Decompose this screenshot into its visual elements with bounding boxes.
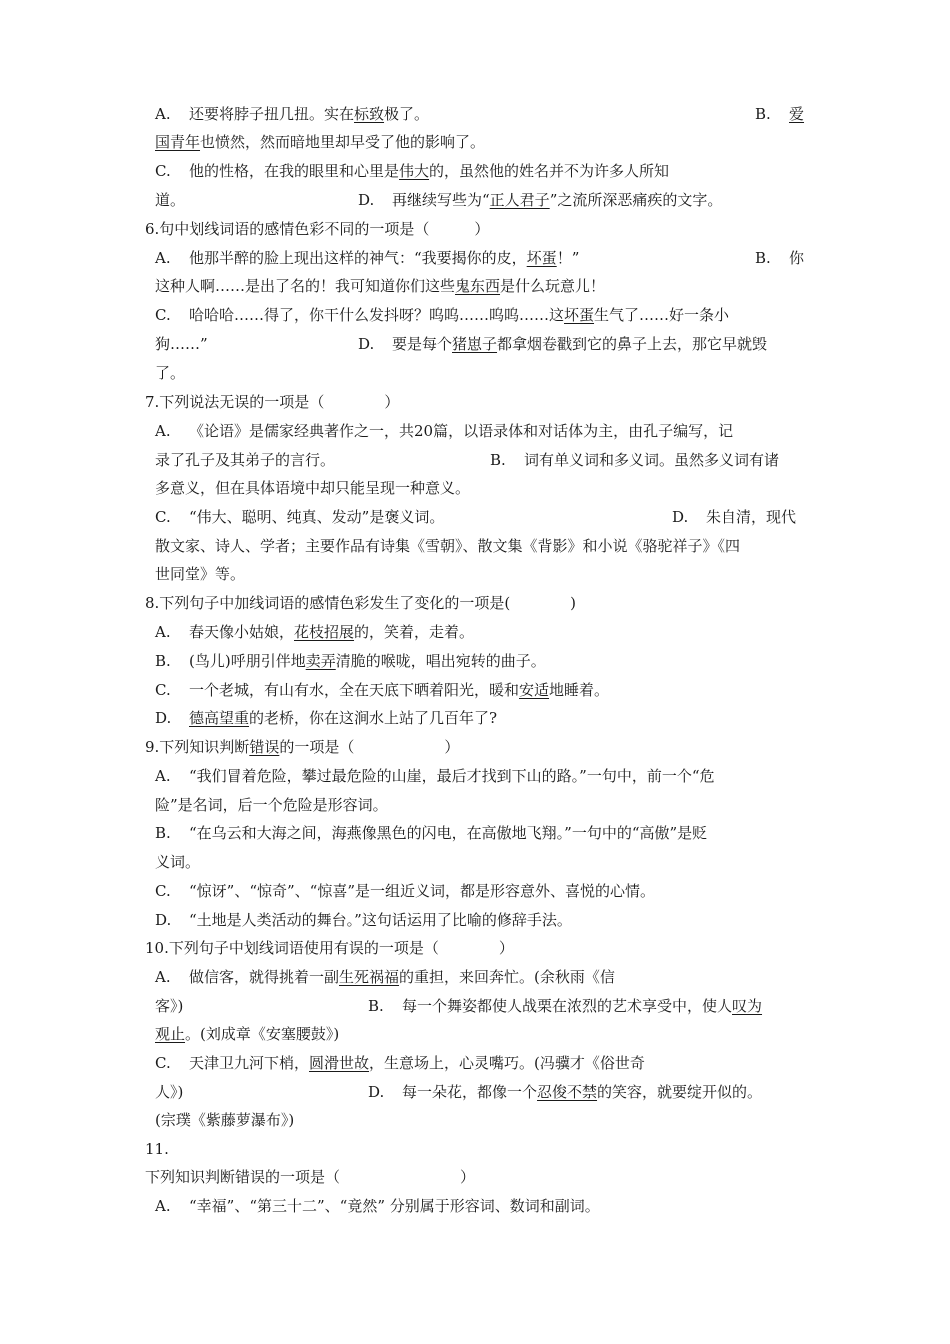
q6-line-3: C. 哈哈哈……得了，你干什么发抖呀？呜呜……呜呜……这坏蛋生气了……好一条小 (155, 306, 730, 324)
q9-option-a: A. “我们冒着危险，攀过最危险的山崖，最后才找到下山的路。”一句中，前一个“危 (155, 767, 715, 785)
q11-number: 11. (145, 1140, 169, 1158)
q6-c-underlined: 坏蛋 (564, 306, 595, 324)
q9-option-b-cont: 义词。 (155, 853, 201, 871)
q8-option-b: B. (鸟儿)呼朋引伴地卖弄清脆的喉咙，唱出宛转的曲子。 (155, 652, 546, 670)
q10-line-2b: B. 每一个舞姿都使人战栗在浓烈的艺术享受中，使人叹为 (368, 997, 763, 1015)
q7-line-6: 世同堂》等。 (155, 565, 246, 583)
q9-option-c: C. “惊讶”、“惊奇”、“惊喜”是一组近义词，都是形容意外、喜悦的心情。 (155, 882, 656, 900)
q8-option-d: D. 德高望重的老桥，你在这涧水上站了几百年了? (155, 709, 498, 727)
q8-d-underlined: 德高望重 (189, 709, 250, 727)
q7-a-label: A. (155, 422, 171, 440)
q9-option-d: D. “土地是人类活动的舞台。”这句话运用了比喻的修辞手法。 (155, 911, 572, 929)
q9-stem: 9.下列知识判断错误的一项是（ ） (145, 738, 460, 756)
q10-a-label: A. (155, 968, 171, 986)
q5-a-label: A. (155, 105, 171, 123)
q6-a-underlined: 坏蛋 (526, 249, 557, 267)
q5-d-underlined: 正人君子 (489, 191, 550, 209)
q10-line-4: C. 天津卫九河下梢，圆滑世故，生意场上，心灵嘴巧。(冯骥才《俗世奇 (155, 1054, 645, 1072)
q8-option-a: A. 春天像小姑娘，花枝招展的，笑着，走着。 (155, 623, 475, 641)
q6-b-label: B. (755, 249, 771, 267)
q11-stem: 下列知识判断错误的一项是（ ） (145, 1168, 476, 1186)
q5-d-label: D. (358, 191, 375, 209)
q10-line-5b: D. 每一朵花，都像一个忍俊不禁的笑容，就要绽开似的。 (368, 1083, 763, 1101)
q8-option-c: C. 一个老城，有山有水，全在天底下晒着阳光，暖和安适地睡着。 (155, 681, 610, 699)
q5-c-underlined: 伟大 (399, 162, 430, 180)
q5-a-underlined: 标致 (354, 105, 385, 123)
q8-stem: 8.下列句子中加线词语的感情色彩发生了变化的一项是( ) (145, 594, 577, 612)
q10-line-1: A. 做信客，就得挑着一副生死祸福的重担，来回奔忙。(余秋雨《信 (155, 968, 615, 986)
q7-line-2a: 录了孔子及其弟子的言行。 (155, 451, 336, 469)
q10-line-3: 观止。(刘成章《安塞腰鼓》) (155, 1025, 340, 1043)
q10-d-underlined: 忍俊不禁 (537, 1083, 598, 1101)
q10-c-label: C. (155, 1054, 171, 1072)
q10-a-underlined: 生死祸福 (339, 968, 400, 986)
q7-d-label: D. (672, 508, 689, 526)
q10-stem: 10.下列句子中划线词语使用有误的一项是（ ） (145, 939, 514, 957)
q5-line-1: A. 还要将脖子扭几扭。实在标致极了。 (155, 105, 430, 123)
q10-line-5a: 人》) (155, 1083, 184, 1101)
q7-stem: 7.下列说法无误的一项是（ ） (145, 393, 400, 411)
q7-line-4b: D. 朱自清，现代 (672, 508, 797, 526)
q10-b-underlined: 叹为 (732, 997, 763, 1015)
q5-line-2: 国青年也愤然，然而暗地里却早受了他的影响了。 (155, 133, 486, 151)
q5-b-start: B. 爱 (755, 105, 805, 123)
q9-option-b: B. “在乌云和大海之间，海燕像黑色的闪电，在高傲地飞翔。”一句中的“高傲”是贬 (155, 824, 708, 842)
q5-line-4a: 道。 (155, 191, 186, 209)
q8-a-underlined: 花枝招展 (294, 623, 355, 641)
q8-b-underlined: 卖弄 (305, 652, 336, 670)
q8-c-underlined: 安适 (519, 681, 550, 699)
q10-line-2a: 客》) (155, 997, 184, 1015)
q5-line-4b: D. 再继续写些为“正人君子”之流所深恶痛疾的文字。 (358, 191, 723, 209)
q6-line-4a: 狗……” (155, 335, 208, 353)
q6-line-5: 了。 (155, 364, 186, 382)
q6-line-2: 这种人啊……是出了名的！我可知道你们这些鬼东西是什么玩意儿！ (155, 277, 606, 295)
q6-line-4b: D. 要是每个猪崽子都拿烟卷戳到它的鼻子上去，那它早就毁 (358, 335, 768, 353)
q7-line-2b: B. 词有单义词和多义词。虽然多义词有诸 (490, 451, 780, 469)
q6-stem: 6.句中划线词语的感情色彩不同的一项是（ ） (145, 220, 490, 238)
q7-line-4a: C. “伟大、聪明、纯真、发动”是褒义词。 (155, 508, 445, 526)
q5-b-underlined: 国青年 (155, 133, 201, 151)
q5-c-label: C. (155, 162, 171, 180)
q9-stem-underlined: 错误 (249, 738, 280, 756)
q6-a-label: A. (155, 249, 171, 267)
q6-d-label: D. (358, 335, 375, 353)
q6-b-underlined: 鬼东西 (455, 277, 501, 295)
q7-line-3: 多意义，但在具体语境中却只能呈现一种意义。 (155, 479, 471, 497)
q7-line-1: A. 《论语》是儒家经典著作之一，共20篇，以语录体和对话体为主，由孔子编写，记 (155, 422, 734, 440)
q6-line-1: A. 他那半醉的脸上现出这样的神气：“我要揭你的皮，坏蛋！” (155, 249, 580, 267)
q10-b-label: B. (368, 997, 384, 1015)
q5-line-3: C. 他的性格，在我的眼里和心里是伟大的，虽然他的姓名并不为许多人所知 (155, 162, 670, 180)
q7-b-label: B. (490, 451, 506, 469)
q5-b-label: B. (755, 105, 771, 123)
q11-option-a: A. “幸福”、“第三十二”、“竟然” 分别属于形容词、数词和副词。 (155, 1197, 600, 1215)
q7-c-label: C. (155, 508, 171, 526)
q10-c-underlined: 圆滑世故 (309, 1054, 370, 1072)
q6-d-underlined: 猪崽子 (452, 335, 498, 353)
q6-c-label: C. (155, 306, 171, 324)
q10-d-label: D. (368, 1083, 385, 1101)
q6-b-start: B. 你 (755, 249, 805, 267)
q10-line-6: (宗璞《紫藤萝瀑布》) (155, 1111, 295, 1129)
q7-line-5: 散文家、诗人、学者；主要作品有诗集《雪朝》、散文集《背影》和小说《骆驼祥子》《四 (155, 537, 741, 555)
q9-option-a-cont: 险”是名词，后一个危险是形容词。 (155, 796, 388, 814)
